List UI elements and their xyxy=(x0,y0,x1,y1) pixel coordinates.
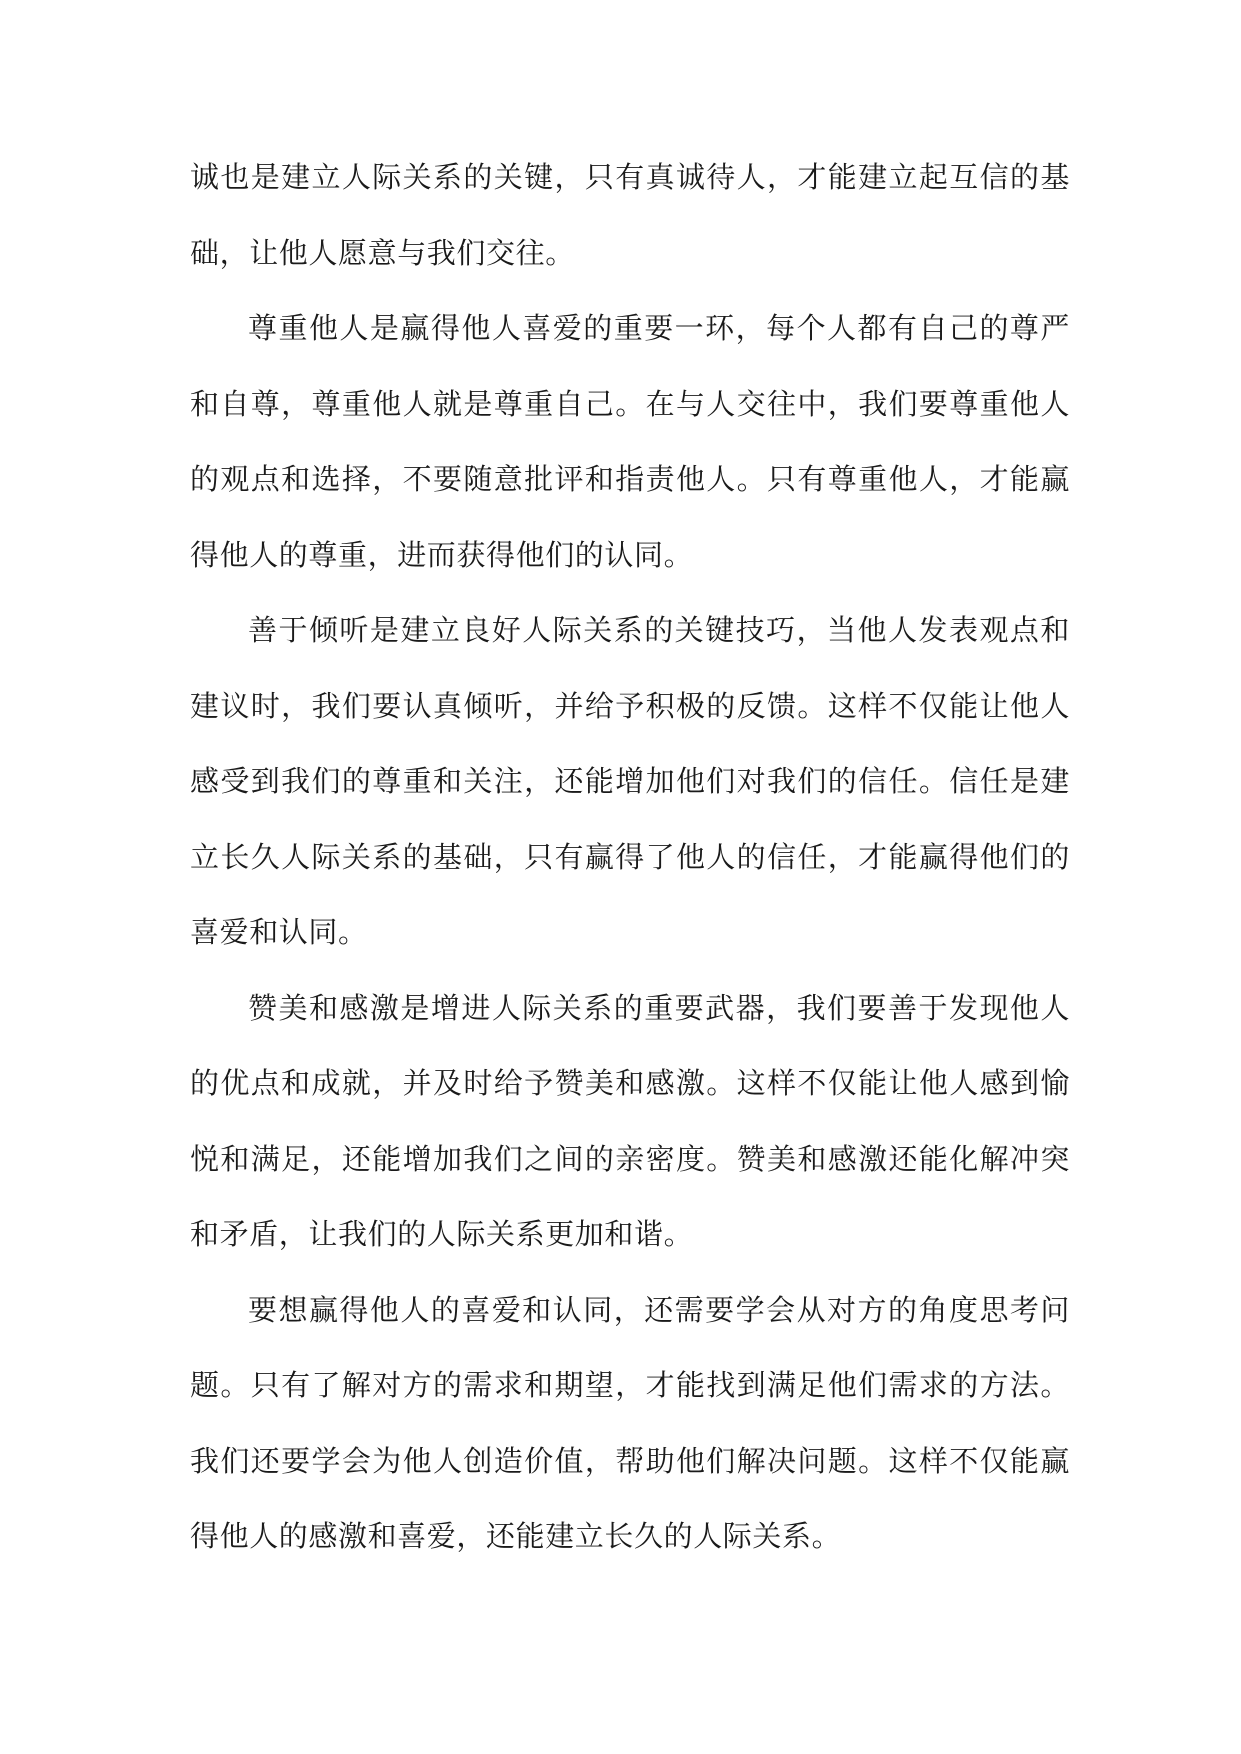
paragraph-continuation: 诚也是建立人际关系的关键，只有真诚待人，才能建立起互信的基础，让他人愿意与我们交往。 xyxy=(190,160,1070,270)
paragraph-praise: 赞美和感激是增进人际关系的重要武器，我们要善于发现他人的优点和成就，并及时给予赞美和感激。这样不仅能让他人感到愉悦和满足，还能增加我们之间的亲密度。赞美和感激还能化解冲突和矛盾，让我们的人际关系更加和谐。 xyxy=(190,990,1070,1251)
document-body xyxy=(190,140,1070,1575)
paragraph-listening: 善于倾听是建立良好人际关系的关键技巧，当他人发表观点和建议时，我们要认真倾听，并给予积极的反馈。这样不仅能让他人感受到我们的尊重和关注，还能增加他们对我们的信任。信任是建立长久人际关系的基础，只有赢得了他人的信任，才能赢得他们的喜爱和认同。 xyxy=(190,613,1070,949)
paragraph-respect: 尊重他人是赢得他人喜爱的重要一环，每个人都有自己的尊严和自尊，尊重他人就是尊重自己。在与人交往中，我们要尊重他人的观点和选择，不要随意批评和指责他人。只有尊重他人，才能赢得他人的尊重，进而获得他们的认同。 xyxy=(190,311,1070,572)
paragraph-perspective: 要想赢得他人的喜爱和认同，还需要学会从对方的角度思考问题。只有了解对方的需求和期望，才能找到满足他们需求的方法。我们还要学会为他人创造价值，帮助他们解决问题。这样不仅能赢得他人的感激和喜爱，还能建立长久的人际关系。 xyxy=(190,1292,1070,1553)
